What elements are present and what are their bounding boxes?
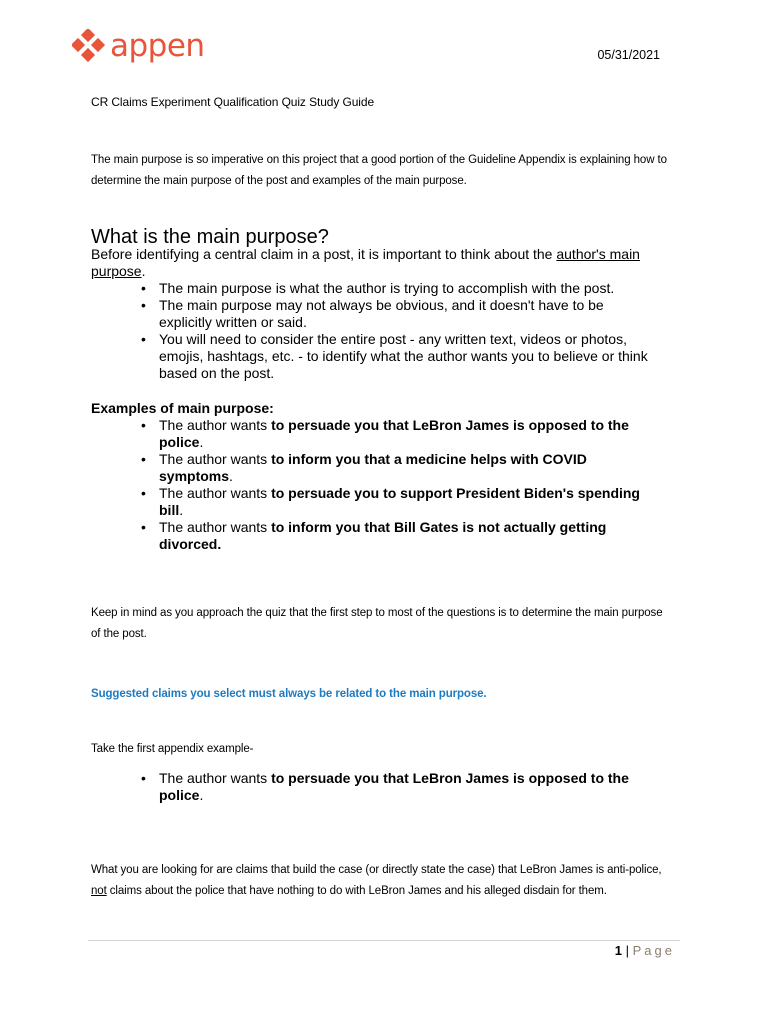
keep-in-mind-paragraph: Keep in mind as you approach the quiz that the first step to most of the questions is to determine the main purpose of the post.	[91, 607, 663, 640]
list-item: • The author wants to persuade you to support President Biden's spending bill.	[137, 485, 651, 519]
section-lead: Before identifying a central claim in a post, it is important to think about the author's main purpose.	[91, 246, 640, 279]
first-example-intro: Take the first appendix example-	[91, 743, 254, 755]
examples-list	[137, 417, 651, 553]
examples-section	[91, 400, 651, 553]
not-emphasis: not	[91, 885, 107, 897]
document-title: CR Claims Experiment Qualification Quiz Study Guide	[91, 95, 375, 109]
list-item: • The author wants to inform you that a medicine helps with COVID symptoms.	[137, 451, 651, 485]
intro-paragraph: The main purpose is so imperative on this project that a good portion of the Guideline Appendix is explaining how to determine the main purpose of the post and examples of the main purpose.	[91, 154, 667, 187]
document-date: 05/31/2021	[597, 48, 660, 62]
page-number: 1	[614, 943, 623, 958]
list-item: • The author wants to inform you that Bill Gates is not actually getting divorced.	[137, 519, 651, 553]
examples-heading: Examples of main purpose:	[91, 400, 274, 416]
repeat-example	[91, 770, 651, 804]
list-item: • The author wants to persuade you that LeBron James is opposed to the police.	[137, 417, 651, 451]
list-item: • The author wants to persuade you that LeBron James is opposed to the police.	[137, 770, 651, 804]
appen-logo	[72, 28, 205, 64]
suggested-claims-note: Suggested claims you select must always be related to the main purpose.	[91, 688, 487, 700]
list-item: • The main purpose is what the author is trying to accomplish with the post.	[137, 280, 651, 297]
author-main-purpose-link: author's main purpose	[91, 246, 640, 279]
page-word: Page	[632, 943, 675, 958]
list-item: • The main purpose may not always be obvious, and it doesn't have to be explicitly written or said.	[137, 297, 651, 331]
list-item: • You will need to consider the entire post - any written text, videos or photos, emojis, hashtags, etc. - to identify what the author wants you to believe or think based on the post.	[137, 331, 651, 382]
section-heading: What is the main purpose?	[91, 226, 329, 248]
logo-wordmark: appen	[110, 28, 205, 64]
page-footer: 1 | Page	[614, 943, 675, 958]
closing-paragraph: What you are looking for are claims that build the case (or directly state the case) that LeBron James is anti-police, not claims about the police that have nothing to do with LeBron James and his alleged disdain for them.	[91, 864, 662, 897]
appen-logo-icon	[72, 29, 106, 63]
main-purpose-section	[91, 226, 651, 382]
footer-divider	[88, 940, 680, 941]
purpose-bullet-list	[137, 280, 651, 382]
